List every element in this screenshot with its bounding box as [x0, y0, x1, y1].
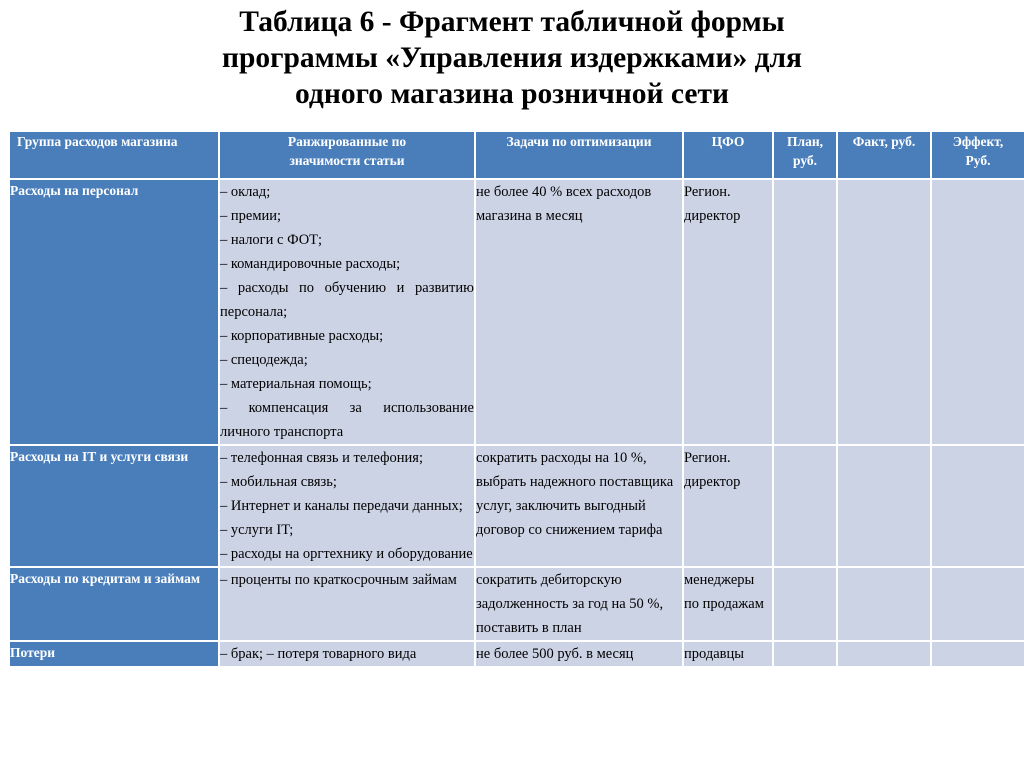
page-title-line-3: одного магазина розничной сети [295, 78, 729, 110]
column-header-fact: Факт, руб. [838, 132, 930, 178]
cell-group-2: Расходы по кредитам и займам [10, 568, 218, 640]
item-line: – налоги с ФОТ; [220, 232, 323, 248]
table-row [10, 642, 1024, 666]
cell-effect-1[interactable] [932, 446, 1024, 566]
table-body [10, 180, 1024, 666]
cell-group-1: Расходы на IT и услуги связи [10, 446, 218, 566]
cell-group-3: Потери [10, 642, 218, 666]
table-row [10, 180, 1024, 444]
item-line: – корпоративные расходы; [220, 328, 384, 344]
cell-fact-1[interactable] [838, 446, 930, 566]
cell-fact-3[interactable] [838, 642, 930, 666]
cell-plan-1[interactable] [774, 446, 836, 566]
table-header-row [10, 132, 1024, 178]
item-line: – проценты по краткосрочным займам [220, 572, 457, 588]
cell-effect-2[interactable] [932, 568, 1024, 640]
cost-management-table [8, 130, 1024, 668]
table-row [10, 568, 1024, 640]
column-header-plan-line-1: План, [787, 134, 823, 149]
cell-cfo-2: менеджеры по продажам [684, 568, 772, 640]
item-line: – компенсация за использование личного транспорта [220, 400, 474, 440]
cell-items-3 [220, 642, 474, 666]
cell-tasks-2: сократить дебиторскую задолженность за год на 50 %, поставить в план [476, 568, 682, 640]
cell-items-0 [220, 180, 474, 444]
cell-effect-3[interactable] [932, 642, 1024, 666]
cost-table-container [8, 130, 1016, 668]
column-header-group: Группа расходов магазина [10, 132, 218, 178]
cell-items-1 [220, 446, 474, 566]
table-header [10, 132, 1024, 178]
column-header-plan [774, 132, 836, 178]
column-header-items-line-2: значимости статьи [289, 153, 405, 168]
cell-cfo-0: Регион. директор [684, 180, 772, 444]
item-line: – Интернет и каналы передачи данных; [220, 498, 463, 514]
table-row [10, 446, 1024, 566]
item-line: – спецодежда; [220, 352, 308, 368]
cell-fact-0[interactable] [838, 180, 930, 444]
column-header-tasks: Задачи по оптимизации [476, 132, 682, 178]
page-title-line-2: программы «Управления издержками» для [221, 42, 803, 74]
column-header-plan-line-2: руб. [792, 153, 818, 168]
page-title [42, 0, 982, 112]
column-header-effect-line-1: Эффект, [952, 134, 1004, 149]
item-line: – премии; [220, 208, 282, 224]
cell-plan-0[interactable] [774, 180, 836, 444]
column-header-items-line-1: Ранжированные по [287, 134, 407, 149]
column-header-effect [932, 132, 1024, 178]
item-line: – расходы на оргтехнику и оборудование [220, 546, 473, 562]
cell-tasks-3: не более 500 руб. в месяц [476, 642, 682, 666]
cell-plan-2[interactable] [774, 568, 836, 640]
item-line: – расходы по обучению и развитию персонала; [220, 280, 474, 320]
cell-tasks-1: сократить расходы на 10 %, выбрать надежного поставщика услуг, заключить выгодный договор со снижением тарифа [476, 446, 682, 566]
item-line: – телефонная связь и телефония; [220, 450, 423, 466]
cell-tasks-0: не более 40 % всех расходов магазина в месяц [476, 180, 682, 444]
item-line: – мобильная связь; [220, 474, 337, 490]
column-header-effect-line-2: Руб. [965, 153, 991, 168]
item-line: – материальная помощь; [220, 376, 372, 392]
item-line: – оклад; [220, 184, 271, 200]
item-line: – командировочные расходы; [220, 256, 401, 272]
cell-cfo-1: Регион. директор [684, 446, 772, 566]
page-title-line-1: Таблица 6 - Фрагмент табличной формы [239, 6, 785, 38]
cell-effect-0[interactable] [932, 180, 1024, 444]
cell-cfo-3: продавцы [684, 642, 772, 666]
item-line: – услуги IT; [220, 522, 294, 538]
cell-plan-3[interactable] [774, 642, 836, 666]
column-header-items [220, 132, 474, 178]
cell-fact-2[interactable] [838, 568, 930, 640]
column-header-cfo: ЦФО [684, 132, 772, 178]
item-line: – брак; – потеря товарного вида [220, 646, 417, 662]
cell-items-2 [220, 568, 474, 640]
cell-group-0: Расходы на персонал [10, 180, 218, 444]
